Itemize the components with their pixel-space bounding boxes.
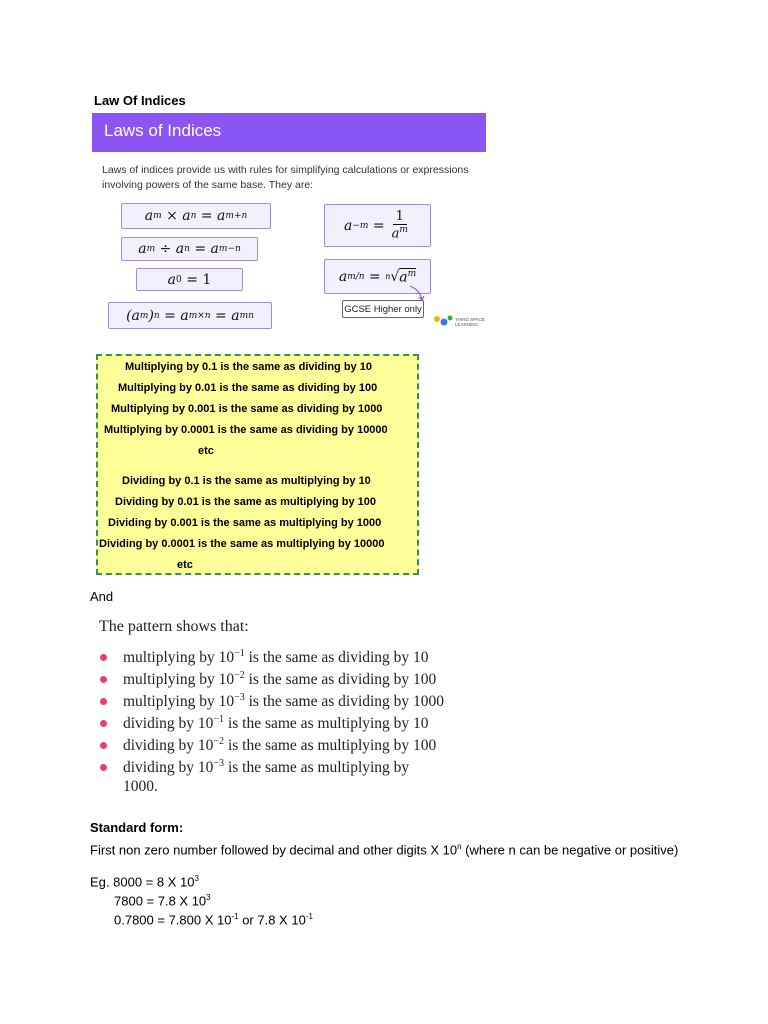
laws-banner [92,113,486,152]
logo-mark-icon [433,314,453,328]
laws-intro-text: Laws of indices provide us with rules for simplifying calculations or expressions involving powers of the same base. They are: [102,164,469,191]
formula-multiplication: a m × a n = a m+n [121,203,271,229]
bullet-icon [100,742,107,749]
bullet-icon [100,764,107,771]
bullet-icon [100,698,107,705]
yellow-line: Dividing by 0.1 is the same as multiplying by 10 [122,475,371,487]
standard-form-example: Eg. 8000 = 8 X $10^3$ [90,874,199,890]
gcse-higher-tag: GCSE Higher only [342,300,424,318]
yellow-info-box [96,354,419,575]
page-heading: Law Of Indices [94,93,186,108]
yellow-line: Dividing by 0.001 is the same as multiplying by 1000 [108,517,382,529]
formula-fractional-power: a m/n = n √ $a^m$ [324,259,431,294]
yellow-line: Multiplying by 0.001 is the same as dividing by 1000 [111,403,383,415]
bullet-icon [100,654,107,661]
yellow-etc: etc [177,559,193,571]
yellow-line: Dividing by 0.0001 is the same as multiplying by 10000 [99,538,385,550]
pattern-title: The pattern shows that: [99,618,249,635]
yellow-line: Multiplying by 0.01 is the same as dividing by 100 [118,382,378,394]
yellow-line: Dividing by 0.01 is the same as multiplying by 100 [115,496,377,508]
formula-division: a m ÷ a n = a m−n [121,237,258,261]
formula-negative-power: a −m = $\frac{1}{a^m}$ [324,204,431,247]
logo-text: THIRD SPACE LEARNING [455,317,485,327]
standard-form-description: First non zero number followed by decimal and other digits X 10$^n$ (where n can be negative or positive) [90,842,679,858]
third-space-learning-logo [433,314,485,330]
formula-power-of-power: (a m ) n = a m×n = a mn [108,302,272,329]
bullet-icon [100,676,107,683]
formula-zero-power: a 0 = 1 [136,268,243,291]
yellow-etc: etc [198,445,214,457]
standard-form-title: Standard form: [90,820,184,835]
laws-banner-title: Laws of Indices [104,121,222,140]
standard-form-example: 7800 = 7.8 X $10^3$ [114,893,211,909]
bullet-icon [100,720,107,727]
standard-form-example: 0.7800 = 7.800 X $10^{-1}$ or 7.8 X $10^{-1}$ [114,912,313,928]
yellow-line: Multiplying by 0.0001 is the same as dividing by 10000 [104,424,388,436]
and-text: And [90,589,114,604]
yellow-line: Multiplying by 0.1 is the same as dividing by 10 [125,361,372,373]
